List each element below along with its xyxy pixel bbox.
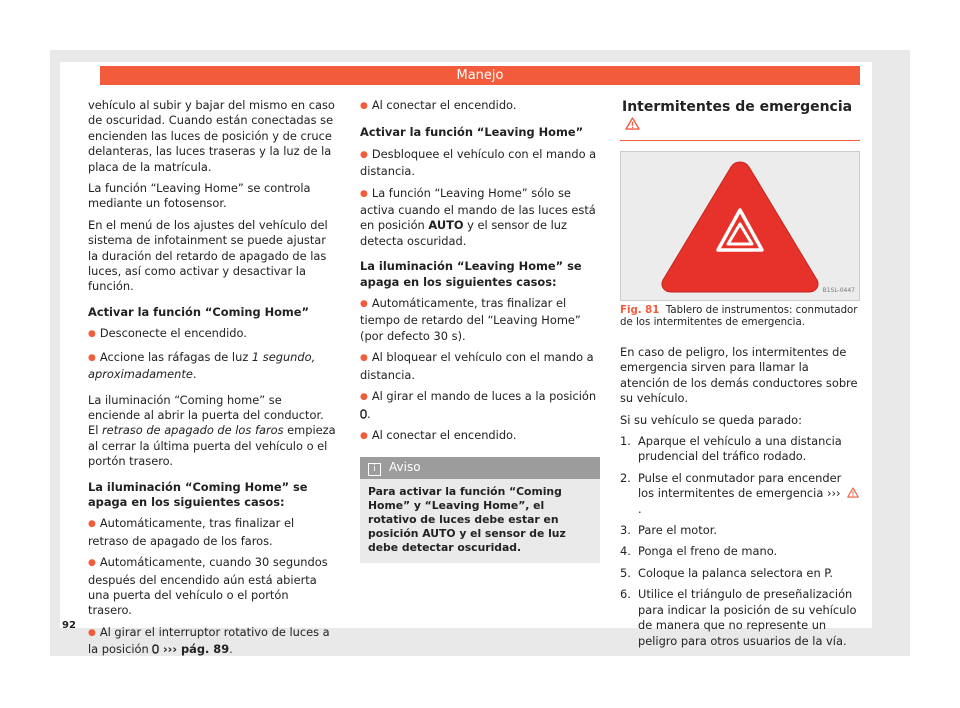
subheading: La iluminación “Coming Home” se apaga en los siguientes casos:	[88, 479, 308, 509]
light-switch-off-icon	[360, 409, 367, 419]
list-item: 3. Pare el motor.	[620, 523, 717, 538]
figure-caption: Fig. 81 Tablero de instrumentos: conmutador de los intermitentes de emergencia.	[620, 305, 858, 328]
chapter-title: Manejo	[456, 68, 504, 83]
bullet-item: ● Automáticamente, tras finalizar el retraso de apagado de los faros.	[88, 516, 336, 549]
bullet-item: ● Al bloquear el vehículo con el mando a distancia.	[360, 350, 600, 383]
note-box-header: i Aviso	[360, 457, 600, 479]
paragraph: vehículo al subir y bajar del mismo en caso de oscuridad. Cuando están conectadas se encienden las luces de posición y de cruce delanteras, las luces traseras y la luz de la placa de la matrícula.	[88, 98, 335, 174]
column-left	[88, 98, 336, 664]
bullet-item: ● Desconecte el encendido.	[88, 326, 336, 343]
figure-hazard-button	[620, 151, 860, 301]
column-middle	[360, 98, 600, 563]
warning-triangle-icon	[847, 487, 859, 498]
bullet-item: ● Automáticamente, tras finalizar el tiempo de retardo del “Leaving Home” (por defecto 30 s).	[360, 296, 600, 344]
subheading: La iluminación “Leaving Home” se apaga en los siguientes casos:	[360, 259, 582, 289]
paragraph: La iluminación “Coming home” se enciende al abrir la puerta del conductor. El retraso de apagado de los faros empieza al cerrar la última puerta del vehículo o el portón trasero.	[88, 392, 336, 469]
steps-list	[620, 434, 860, 649]
bullet-item: ● Desbloquee el vehículo con el mando a distancia.	[360, 147, 600, 180]
bullet-item: ● La función “Leaving Home” sólo se activa cuando el mando de las luces está en posición AUTO y el sensor de luz detecta oscuridad.	[360, 186, 600, 250]
bullet-item: ● Accione las ráfagas de luz 1 segundo, aproximadamente.	[88, 350, 336, 383]
paragraph: En caso de peligro, los intermitentes de emergencia sirven para llamar la atención de los demás conductores sobre su vehículo.	[620, 345, 858, 406]
page-number: 92	[62, 620, 76, 631]
bullet-item: ● Al conectar el encendido.	[360, 98, 600, 115]
bullet-item: ● Al girar el mando de luces a la posición .	[360, 389, 600, 422]
auto-symbol: AUTO	[422, 527, 456, 541]
note-box-text: Para activar la función “Coming Home” y “Leaving Home”, el rotativo de luces debe estar en posición AUTO y el sensor de luz debe detectar oscuridad.	[368, 485, 566, 555]
section-title: Intermitentes de emergencia	[620, 98, 860, 141]
warning-triangle-icon	[625, 117, 640, 130]
column-right	[620, 98, 860, 655]
list-item: 1. Aparque el vehículo a una distancia prudencial del tráfico rodado.	[620, 434, 842, 464]
list-item: 4. Ponga el freno de mano.	[620, 544, 778, 559]
list-item: 6. Utilice el triángulo de preseñalización para indicar la posición de su vehículo de manera que no represente un peligro para otros usuarios de la vía.	[620, 587, 857, 648]
bullet-item: ● Al conectar el encendido.	[360, 428, 600, 445]
note-box	[360, 457, 600, 563]
chapter-header	[100, 66, 860, 85]
bullet-item: ● Al girar el interruptor rotativo de luces a la posición ››› pág. 89.	[88, 625, 336, 658]
subheading: Activar la función “Coming Home”	[88, 304, 310, 319]
paragraph: La función “Leaving Home” se controla mediante un fotosensor.	[88, 181, 311, 211]
info-icon: i	[368, 463, 381, 476]
hazard-button-icon	[621, 152, 859, 300]
list-item: 2. Pulse el conmutador para encender los intermitentes de emergencia ››› .	[620, 471, 860, 517]
auto-symbol: AUTO	[428, 218, 464, 233]
paragraph: Si su vehículo se queda parado:	[620, 412, 802, 427]
bullet-item: ● Automáticamente, cuando 30 segundos después del encendido aún está abierta una puerta del vehículo o el portón trasero.	[88, 555, 336, 619]
figure-id: B1SL-0447	[822, 286, 855, 294]
page-reference-link[interactable]: ››› pág. 89	[162, 642, 230, 657]
list-item: 5. Coloque la palanca selectora en P.	[620, 565, 833, 580]
subheading: Activar la función “Leaving Home”	[360, 125, 584, 140]
light-switch-off-icon	[152, 644, 159, 654]
paragraph: En el menú de los ajustes del vehículo del sistema de infotainment se puede ajustar la duración del retardo de apagado de las luces, así como activar y desactivar la función.	[88, 217, 328, 294]
